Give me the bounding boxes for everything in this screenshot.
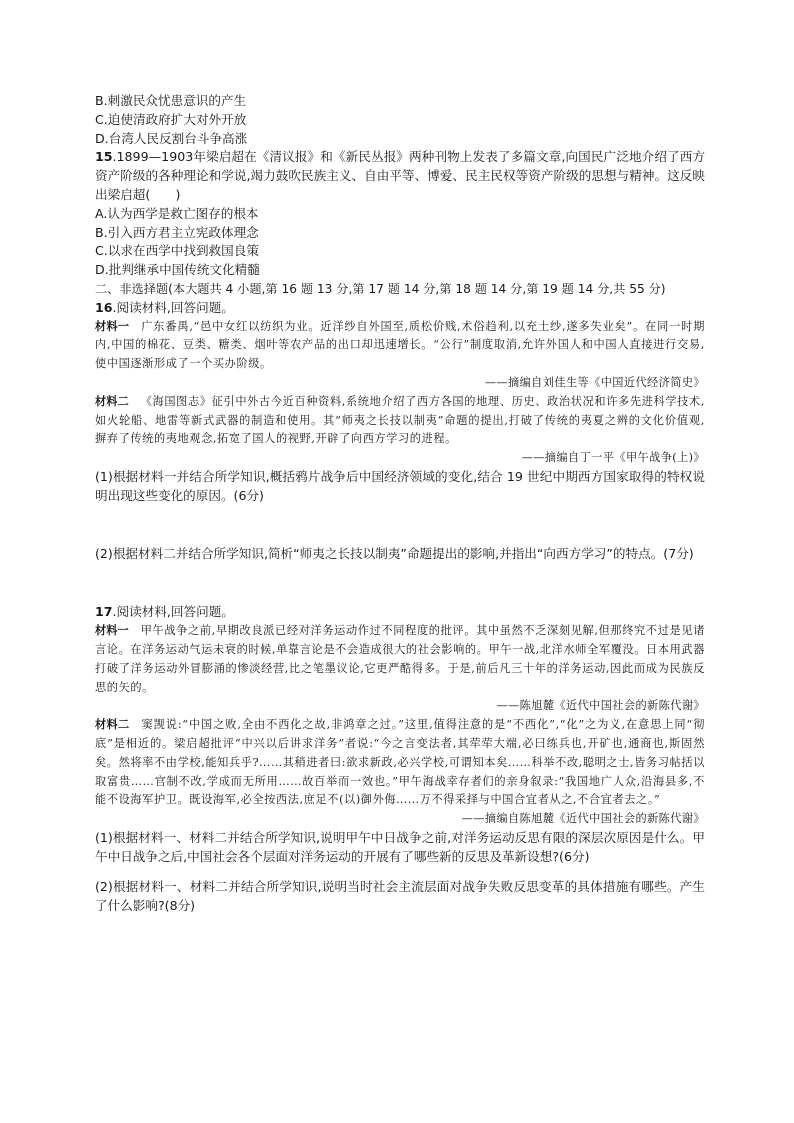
q17-material-1 bbox=[95, 622, 705, 697]
q16-material-2-text: 《海国图志》征引中外古今近百种资料,系统地介绍了西方各国的地理、历史、政治状况和许多先进科学技术,如火轮船、地雷等新式武器的制造和使用。其“师夷之长技以制夷”命题的提出,打破了传统的夷夏之辨的文化价值观,摒弃了传统的夷地观念,拓宽了国人的视野,开辟了向西方学习的进程。 bbox=[95, 394, 705, 446]
q17-material-2-label: 材料二 bbox=[95, 718, 130, 732]
q16-material-2-source: ——摘编自丁一平《甲午战争(上)》 bbox=[521, 451, 705, 465]
q17-number: 17 bbox=[95, 604, 113, 620]
q15-option-d: D.批判继承中国传统文化精髓 bbox=[95, 262, 260, 278]
q15-stem bbox=[95, 148, 705, 204]
q16-material-2 bbox=[95, 393, 705, 449]
q16-subquestion-2: (2)根据材料二并结合所学知识,简析“师夷之长技以制夷”命题提出的影响,并指出“向西方学习”的特点。(7分) bbox=[95, 545, 694, 561]
q16-material-1-text: 广东番禺,“邑中女红以纺织为业。近洋纱自外国至,质松价贱,术俗趋利,以充土纱,遂多失业矣”。在同一时期内,中国的棉花、豆类、糖类、烟叶等农产品的出口却迅速增长。“公行”制度取消,允许外国人和中国人直接进行交易,使中国逐渐形成了一个买办阶级。 bbox=[95, 319, 705, 371]
q16-number: 16 bbox=[95, 299, 113, 315]
q15-option-a: A.认为西学是救亡图存的根本 bbox=[95, 205, 259, 221]
q16-material-2-label: 材料二 bbox=[95, 394, 129, 408]
answer-space bbox=[95, 563, 705, 603]
q14-option-b: B.刺激民众忧患意识的产生 bbox=[95, 93, 247, 108]
q16-material-1 bbox=[95, 318, 705, 374]
q16-subquestion-1: (1)根据材料一并结合所学知识,概括鸦片战争后中国经济领域的变化,结合 19 世纪中期西方国家取得的特权说明出现这些变化的原因。(6分) bbox=[95, 468, 705, 503]
q17-intro-text: .阅读材料,回答问题。 bbox=[112, 604, 234, 620]
q16-intro-text: .阅读材料,回答问题。 bbox=[112, 299, 234, 315]
q17-material-1-source: ——陈旭麓《近代中国社会的新陈代谢》 bbox=[496, 699, 705, 713]
answer-space bbox=[95, 506, 705, 545]
q15-option-b: B.引入西方君主立宪政体理念 bbox=[95, 224, 259, 240]
q17-subquestion-1: (1)根据材料一、材料二并结合所学知识,说明甲午中日战争之前,对洋务运动反思有限的深层次原因是什么。甲午中日战争之后,中国社会各个层面对洋务运动的开展有了哪些新的反思及革新设想?(6分) bbox=[95, 829, 705, 864]
q17-material-1-label: 材料一 bbox=[95, 624, 129, 638]
q16-material-1-label: 材料一 bbox=[95, 319, 130, 333]
q17-intro bbox=[95, 603, 705, 622]
q14-option-d: D.台湾人民反割台斗争高涨 bbox=[95, 130, 248, 146]
q15-number: 15 bbox=[95, 149, 113, 165]
q15-option-c: C.以求在西学中找到救国良策 bbox=[95, 243, 259, 259]
q16-material-1-source: ——摘编自刘佳生等《中国近代经济简史》 bbox=[484, 375, 705, 389]
q17-material-2-text: 窦觊说:“中国之败,全由不西化之故,非鸿章之过。”这里,值得注意的是“不西化”,“化”之为义,在意思上同“彻底”是相近的。梁启超批评“中兴以后讲求洋务”者说:“今之言变法者,其荦荦大端,必曰练兵也,开矿也,通商也,斯固然矣。然将率不由学校,能知兵乎?……其稍进者曰:欲求新政,必兴学校,可谓知本矣……科举不改,聪明之士,皆务习帖括以取富贵……官制不改,学成而无所用……故百举而一效也。”甲午海战幸存者们的亲身叙录:“我国地广人众,沿海县多,不能不设海军护卫。既设海军,必全按西法,庶足不(以)御外侮……万不得采择与中国合宜者从之,不合宜者去之。” bbox=[95, 718, 705, 807]
q16-intro bbox=[95, 299, 705, 318]
section-heading: 二、非选择题(本大题共 4 小题,第 16 题 13 分,第 17 题 14 分,第 18 题 14 分,第 19 题 14 分,共 55 分) bbox=[95, 281, 666, 296]
q17-material-2 bbox=[95, 716, 705, 810]
answer-space bbox=[95, 866, 705, 878]
q14-option-c: C.迫使清政府扩大对外开放 bbox=[95, 111, 247, 127]
exam-page bbox=[95, 92, 705, 916]
q17-subquestion-2: (2)根据材料一、材料二并结合所学知识,说明当时社会主流层面对战争失败反思变革的具体措施有哪些。产生了什么影响?(8分) bbox=[95, 879, 705, 914]
q17-material-2-source: ——摘编自陈旭麓《近代中国社会的新陈代谢》 bbox=[461, 812, 705, 826]
q17-material-1-text: 甲午战争之前,早期改良派已经对洋务运动作过不同程度的批评。其中虽然不乏深刻见解,但那终究不过是见诸言论。在洋务运动气运未衰的时候,单靠言论是不会造成很大的社会影响的。甲午一战,北洋水师全军覆没。日本用武器打破了洋务运动外冒膨涌的惨淡经营,比之笔墨议论,它更严酷得多。于是,前后凡三十年的洋务运动,因此而成为民族反思的矢的。 bbox=[95, 624, 705, 694]
q15-stem-text: .1899—1903年梁启超在《清议报》和《新民丛报》两种刊物上发表了多篇文章,向国民广泛地介绍了西方资产阶级的各种理论和学说,竭力鼓吹民族主义、自由平等、博爱、民主民权等资产阶级的思想与精神。这反映出梁启超( ) bbox=[95, 149, 705, 202]
